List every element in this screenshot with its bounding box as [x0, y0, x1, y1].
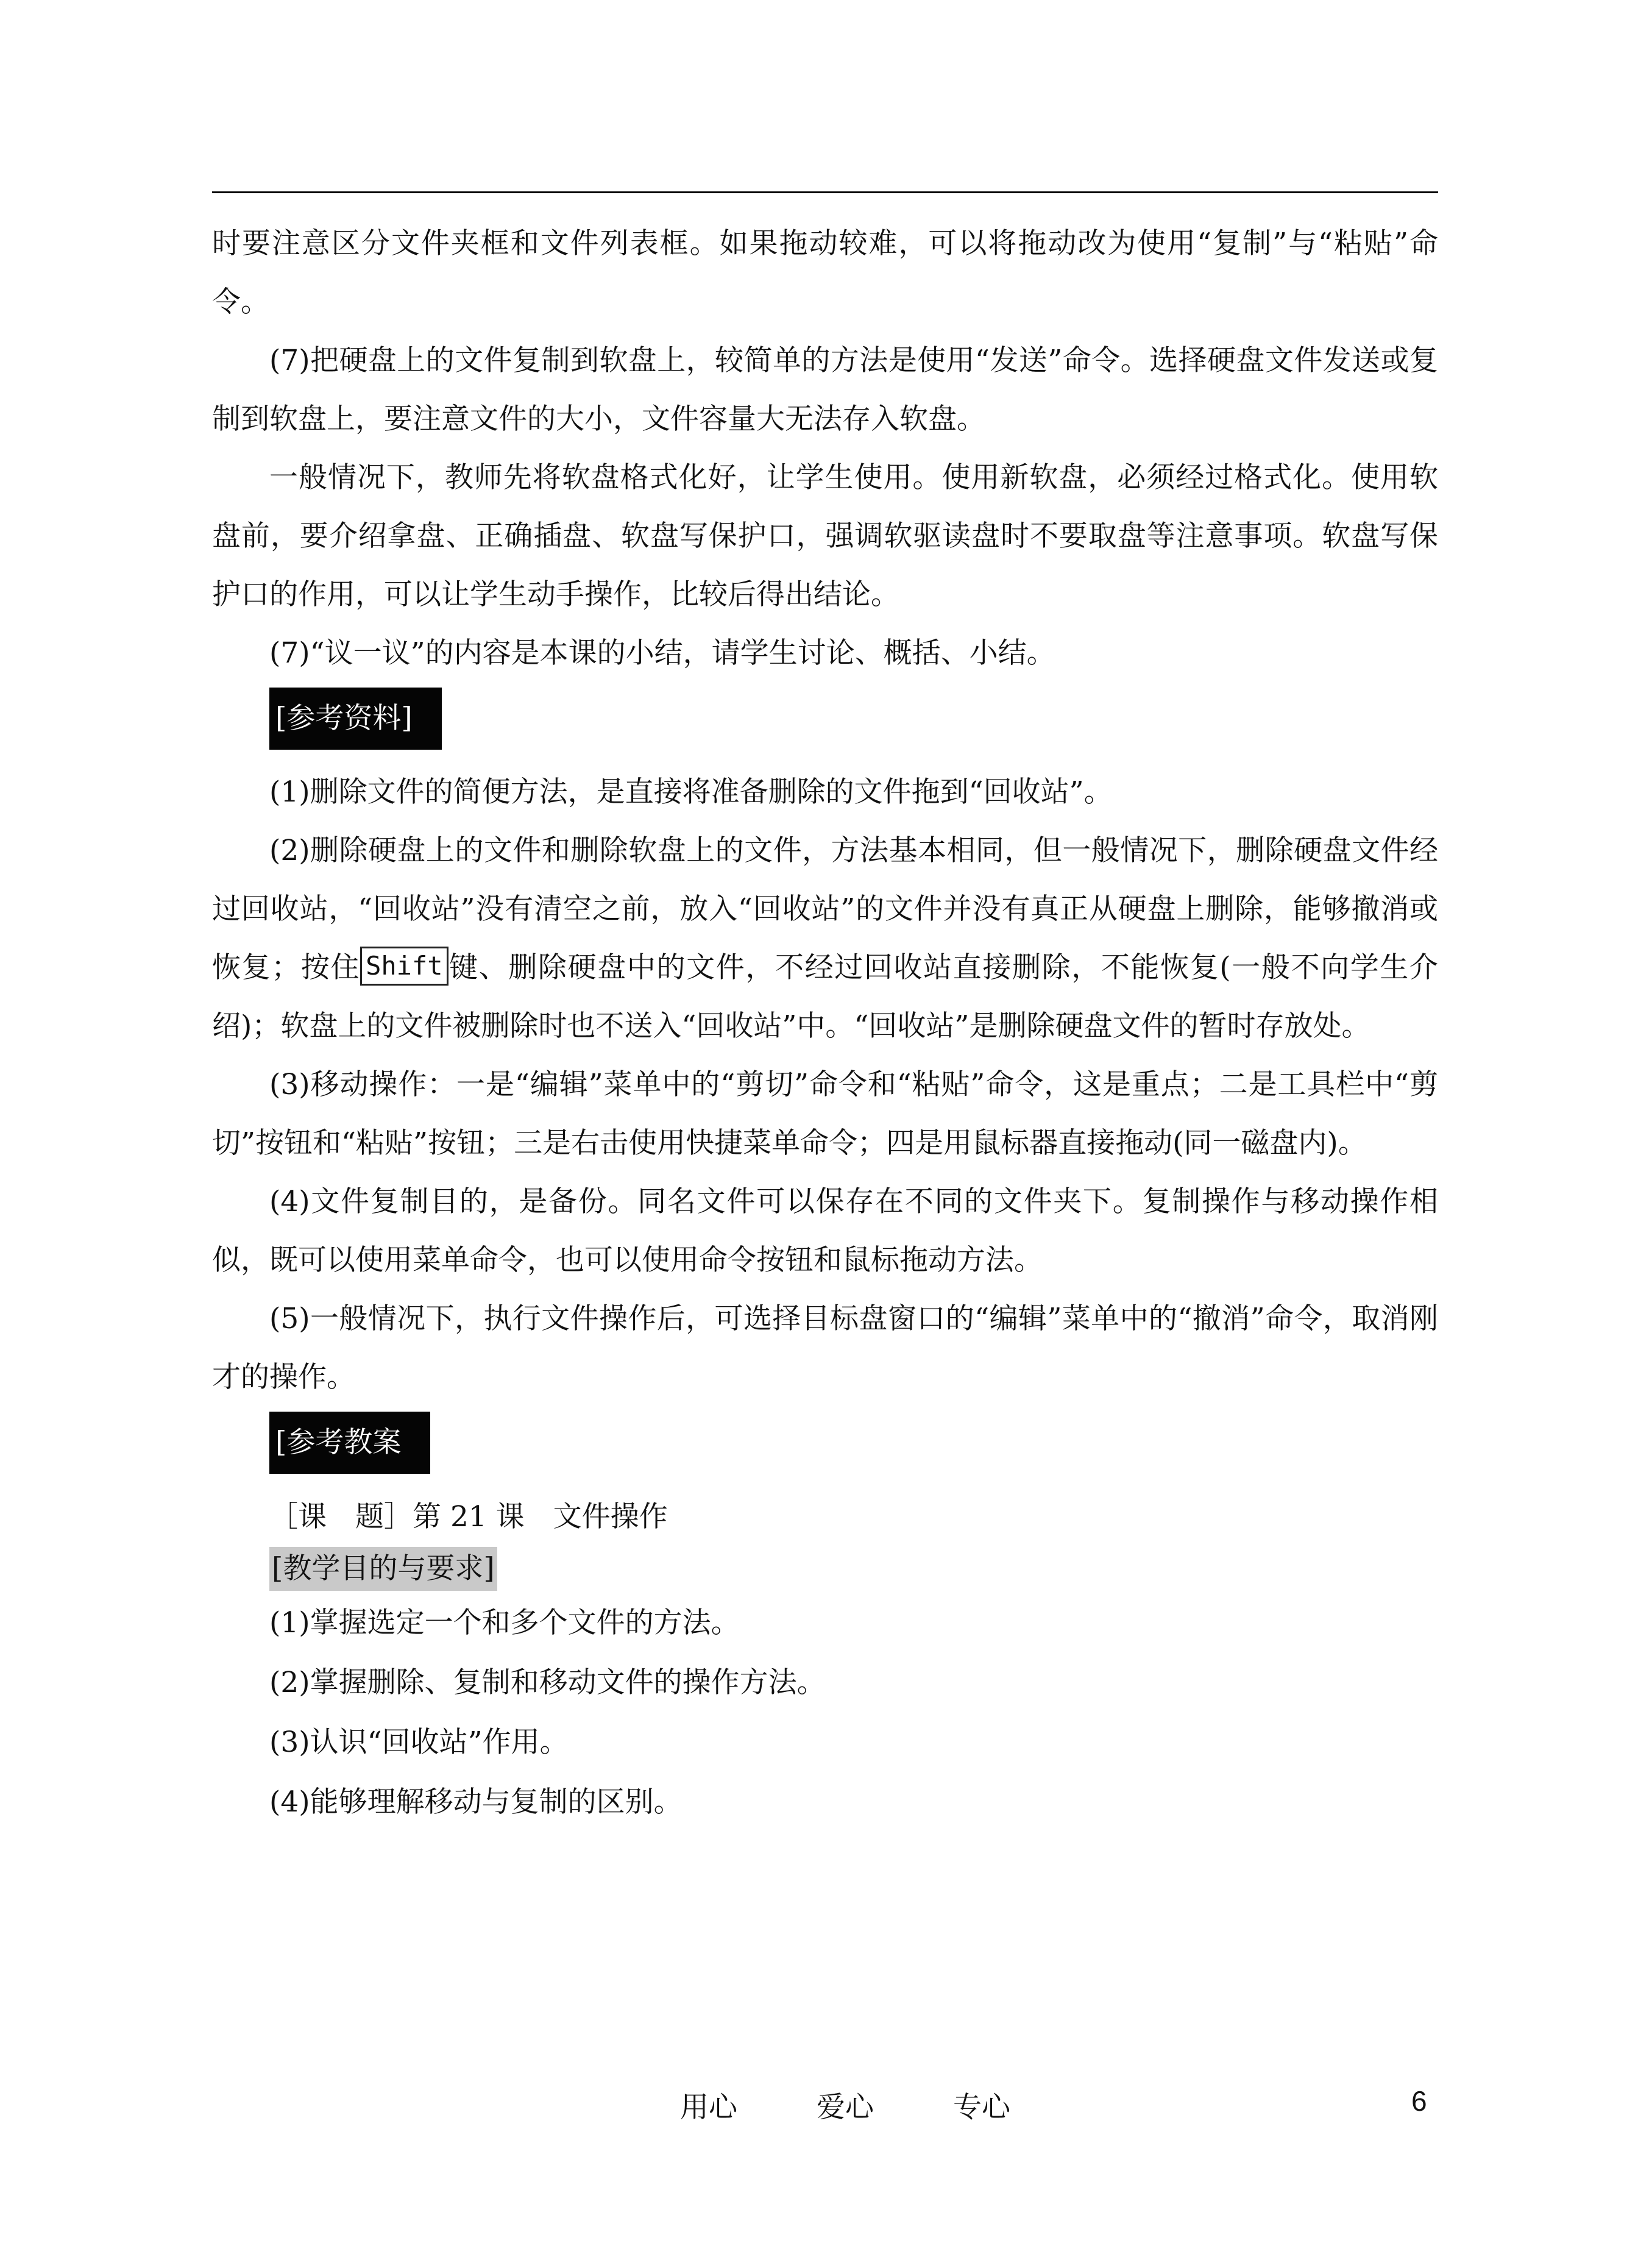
- section-ref-plan-wrap: [212, 1412, 1438, 1474]
- footer-motto-2: 爱心: [817, 2091, 874, 2124]
- paragraph-send-command: (7)把硬盘上的文件复制到软盘上，较简单的方法是使用“发送”命令。选择硬盘文件发送或复制到软盘上，要注意文件的大小，文件容量大无法存入软盘。: [212, 344, 1438, 436]
- goal-item: (2)掌握删除、复制和移动文件的操作方法。: [269, 1666, 826, 1699]
- footer-motto-1: 用心: [680, 2091, 737, 2124]
- section-ref-materials: [参考资料]: [269, 688, 442, 750]
- page-number: 6: [1411, 2085, 1427, 2117]
- shift-key-label: Shift: [360, 947, 448, 986]
- section-ref-plan: [参考教案: [269, 1412, 430, 1474]
- section-ref-materials-wrap: [212, 688, 1438, 750]
- goal-item: (1)掌握选定一个和多个文件的方法。: [269, 1606, 740, 1640]
- ref-item-2-text-b: 键、删除硬盘中的文件，不经过回收站直接删除，不能恢复(一般不向学生介绍)；软盘上的文件被删除时也不送入“回收站”中。“回收站”是删除硬盘文件的暂时存放处。: [212, 951, 1438, 1043]
- ref-item-5: (5)一般情况下，执行文件操作后，可选择目标盘窗口的“编辑”菜单中的“撤消”命令，取消刚才的操作。: [212, 1302, 1438, 1394]
- section-goals-wrap: [212, 1547, 1438, 1591]
- lesson-title: ［课 题］第 21 课 文件操作: [269, 1500, 668, 1534]
- page-footer: [0, 2085, 1638, 2133]
- ref-item-3: (3)移动操作：一是“编辑”菜单中的“剪切”命令和“粘贴”命令，这是重点；二是工具栏中“剪切”按钮和“粘贴”按钮；三是右击使用快捷菜单命令；四是用鼠标器直接拖动(同一磁盘内)。: [212, 1068, 1438, 1160]
- ref-item-2: [212, 822, 1438, 1056]
- goal-item: (4)能够理解移动与复制的区别。: [269, 1785, 682, 1819]
- goal-item: (3)认识“回收站”作用。: [269, 1726, 569, 1759]
- ref-item-2-text-a: (2)删除硬盘上的文件和删除软盘上的文件，方法基本相同，但一般情况下，删除硬盘文件经过回收站，“回收站”没有清空之前，放入“回收站”的文件并没有真正从硬盘上删除，能够撤消或恢复；按住: [212, 834, 1438, 984]
- page-content: [212, 215, 1438, 1832]
- footer-motto: [680, 2085, 1010, 2125]
- footer-motto-3: 专心: [953, 2091, 1010, 2124]
- section-goals: [教学目的与要求]: [269, 1547, 497, 1591]
- header-rule: [212, 191, 1438, 193]
- paragraph-discussion: (7)“议一议”的内容是本课的小结，请学生讨论、概括、小结。: [269, 636, 1055, 670]
- paragraph-floppy-format: 一般情况下，教师先将软盘格式化好，让学生使用。使用新软盘，必须经过格式化。使用软盘前，要介绍拿盘、正确插盘、软盘写保护口，强调软驱读盘时不要取盘等注意事项。软盘写保护口的作用，可以让学生动手操作，比较后得出结论。: [212, 461, 1438, 611]
- paragraph-continuation: 时要注意区分文件夹框和文件列表框。如果拖动较难，可以将拖动改为使用“复制”与“粘贴”命令。: [212, 227, 1438, 319]
- ref-item-4: (4)文件复制目的，是备份。同名文件可以保存在不同的文件夹下。复制操作与移动操作相似，既可以使用菜单命令，也可以使用命令按钮和鼠标拖动方法。: [212, 1185, 1438, 1277]
- ref-item-1: (1)删除文件的简便方法，是直接将准备删除的文件拖到“回收站”。: [269, 775, 1113, 809]
